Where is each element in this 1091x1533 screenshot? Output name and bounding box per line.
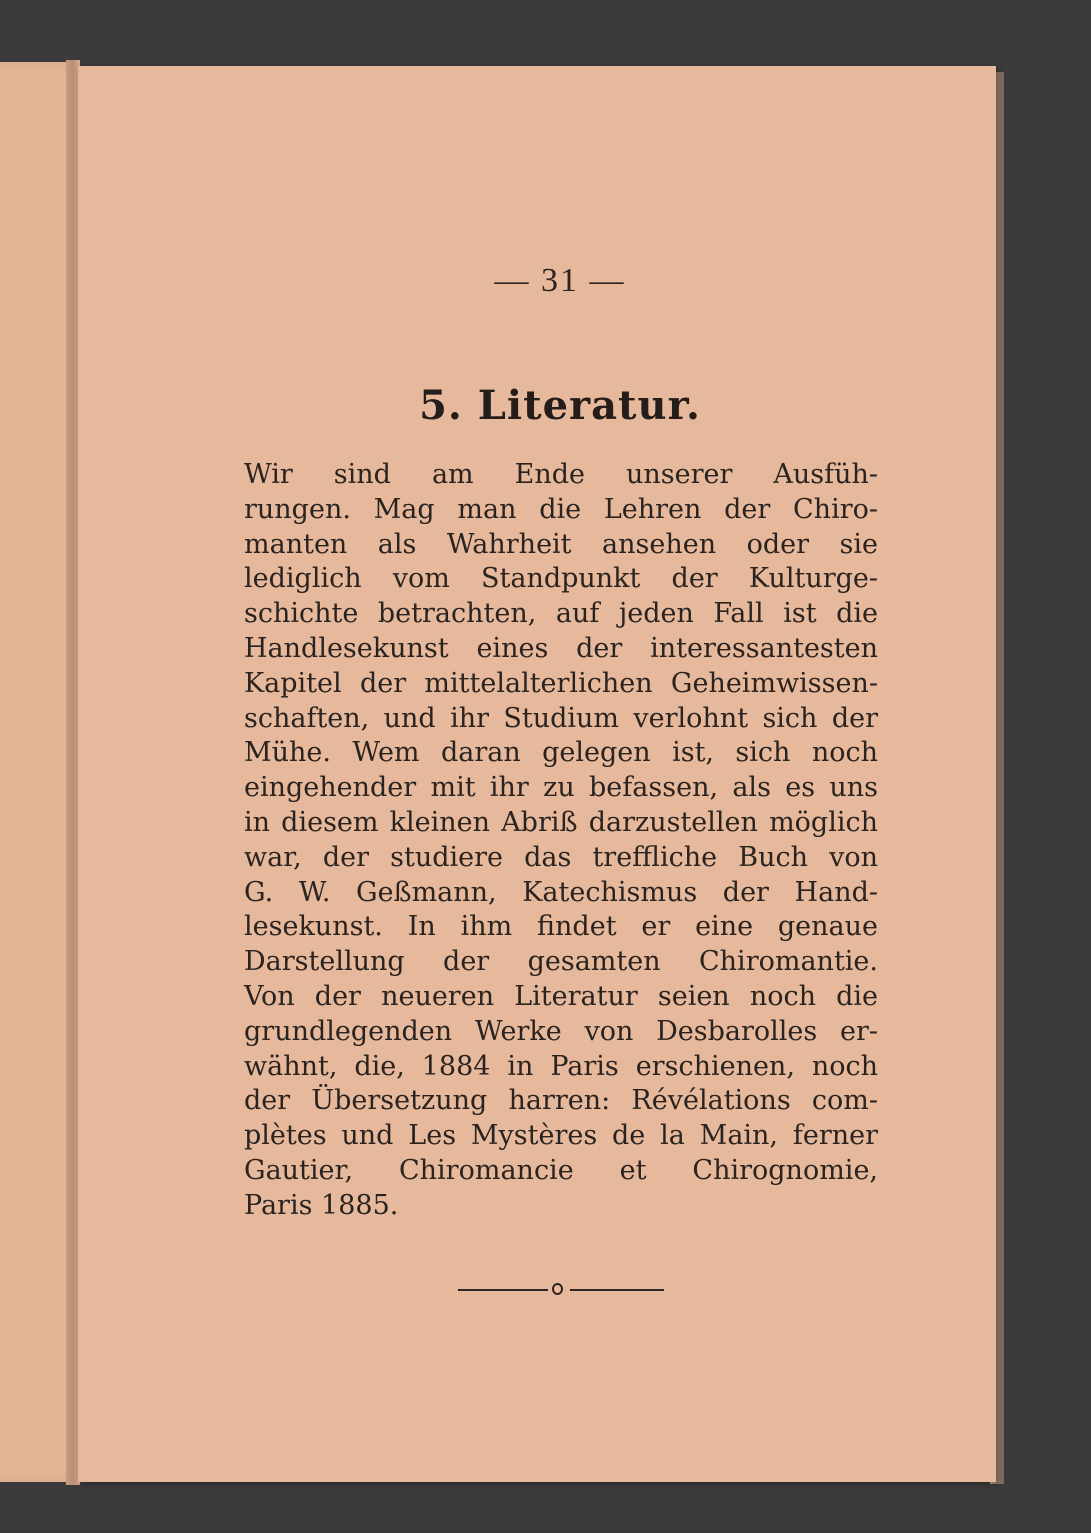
text-line: war, der studiere das treffliche Buch von	[244, 841, 878, 873]
end-ornament	[458, 1281, 664, 1299]
book-page	[78, 66, 996, 1482]
ornament-rule-right	[570, 1289, 664, 1291]
body-paragraph	[244, 458, 878, 1224]
text-line: eingehender mit ihr zu befassen, als es uns	[244, 772, 878, 804]
text-line: Handlesekunst eines der interessantesten	[244, 632, 878, 664]
text-line: wähnt, die, 1884 in Paris erschienen, noch	[244, 1050, 878, 1082]
text-line: manten als Wahrheit ansehen oder sie	[244, 528, 878, 560]
text-line: rungen. Mag man die Lehren der Chiro-	[244, 493, 878, 525]
text-line: grundlegenden Werke von Desbarolles er-	[244, 1015, 878, 1047]
text-line: plètes und Les Mystères de la Main, ferner	[244, 1120, 878, 1152]
ornament-dot	[552, 1283, 563, 1295]
text-line: lediglich vom Standpunkt der Kulturge-	[244, 563, 878, 595]
text-line: der Übersetzung harren: Révélations com-	[244, 1085, 878, 1117]
text-line: schichte betrachten, auf jeden Fall ist die	[244, 598, 878, 630]
ornament-rule-left	[458, 1289, 548, 1291]
page-number: — 31 —	[494, 262, 626, 299]
text-line: G. W. Geßmann, Katechismus der Hand-	[244, 876, 878, 908]
section-heading: 5. Literatur.	[419, 382, 701, 429]
text-line: Von der neueren Literatur seien noch die	[244, 980, 878, 1012]
text-line: Paris 1885.	[244, 1189, 399, 1221]
text-line: lesekunst. In ihm findet er eine genaue	[244, 911, 878, 943]
text-line: in diesem kleinen Abriß darzustellen möglich	[244, 806, 878, 838]
text-line: Mühe. Wem daran gelegen ist, sich noch	[244, 737, 878, 769]
text-line: Wir sind am Ende unserer Ausfüh-	[244, 459, 878, 490]
text-line: schaften, und ihr Studium verlohnt sich der	[244, 702, 878, 734]
text-line: Kapitel der mittelalterlichen Geheimwissen-	[244, 667, 878, 699]
text-line: Gautier, Chiromancie et Chirognomie,	[244, 1154, 878, 1186]
text-line: Darstellung der gesamten Chiromantie.	[244, 946, 878, 978]
